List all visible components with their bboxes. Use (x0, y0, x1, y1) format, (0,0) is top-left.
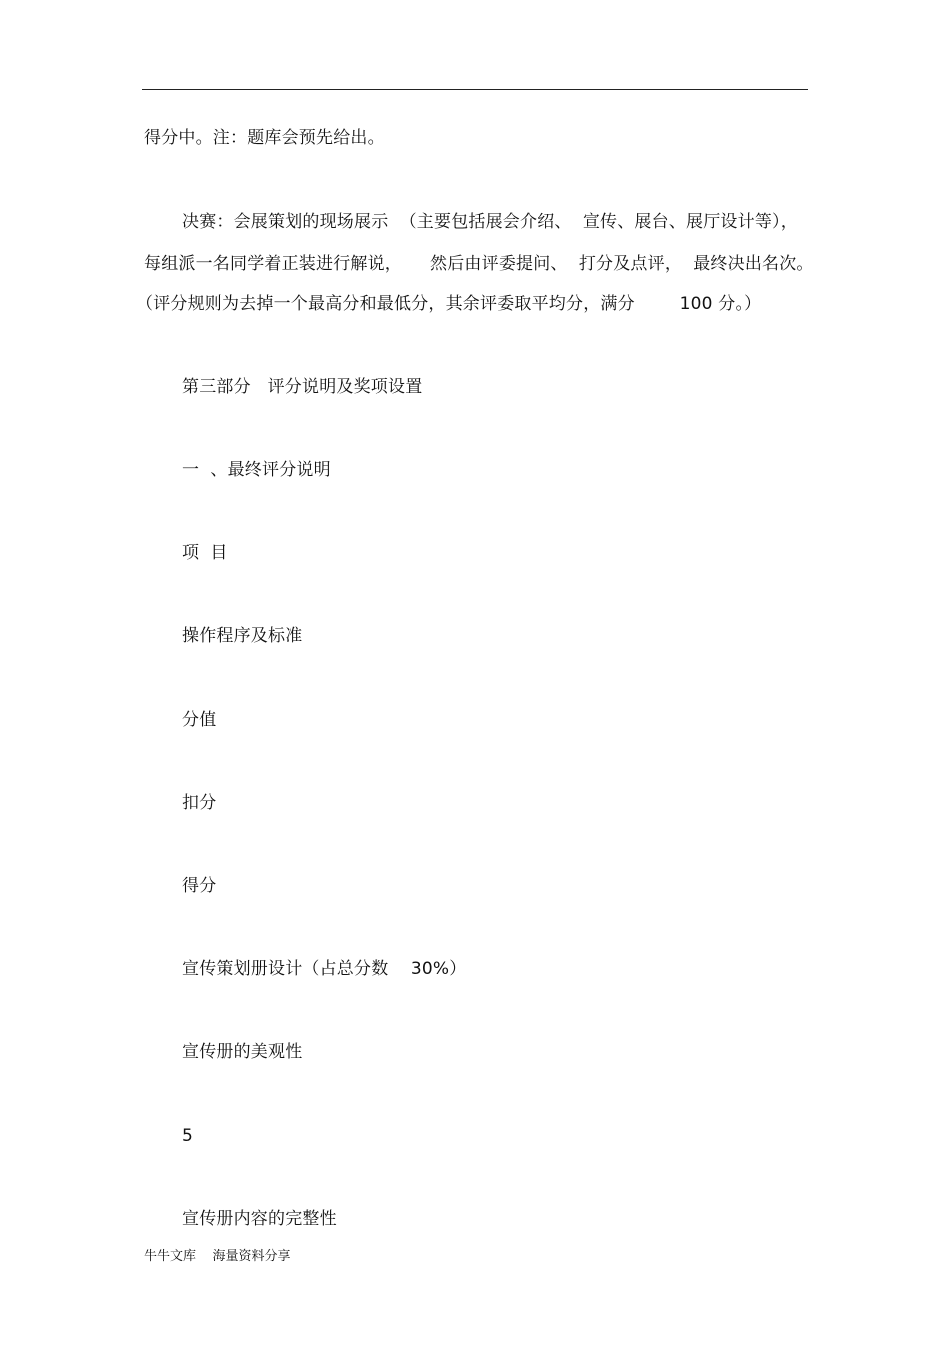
header-rule (142, 89, 808, 90)
table-header-procedure: 操作程序及标准 (182, 626, 303, 646)
text-line-continuation: 得分中。注：题库会预先给出。 (144, 128, 385, 148)
text-line-finals: 决赛：会展策划的现场展示 （主要包括展会介绍、 宣传、展台、展厅设计等）， (182, 212, 798, 232)
table-header-score: 得分 (182, 876, 217, 896)
table-cell-points-value: 5 (182, 1126, 194, 1146)
table-category-brochure-design: 宣传策划册设计（占总分数 30%） (182, 959, 467, 979)
table-cell-brochure-completeness: 宣传册内容的完整性 (182, 1209, 337, 1229)
section-heading-part-three: 第三部分 评分说明及奖项设置 (182, 377, 423, 397)
table-cell-brochure-aesthetics: 宣传册的美观性 (182, 1042, 303, 1062)
text-line-scoring-rule: （评分规则为去掉一个最高分和最低分，其余评委取平均分，满分 100 分。） (136, 294, 762, 314)
table-header-deduction: 扣分 (182, 793, 217, 813)
table-header-points: 分值 (182, 710, 217, 730)
subsection-heading-final-scoring: 一 、最终评分说明 (182, 460, 331, 480)
text-line-finals-2: 每组派一名同学着正装进行解说， 然后由评委提问、 打分及点评， 最终决出名次。 (144, 254, 814, 274)
table-header-item: 项 目 (182, 543, 228, 563)
footer-watermark: 牛牛文库 海量资料分享 (144, 1249, 291, 1264)
